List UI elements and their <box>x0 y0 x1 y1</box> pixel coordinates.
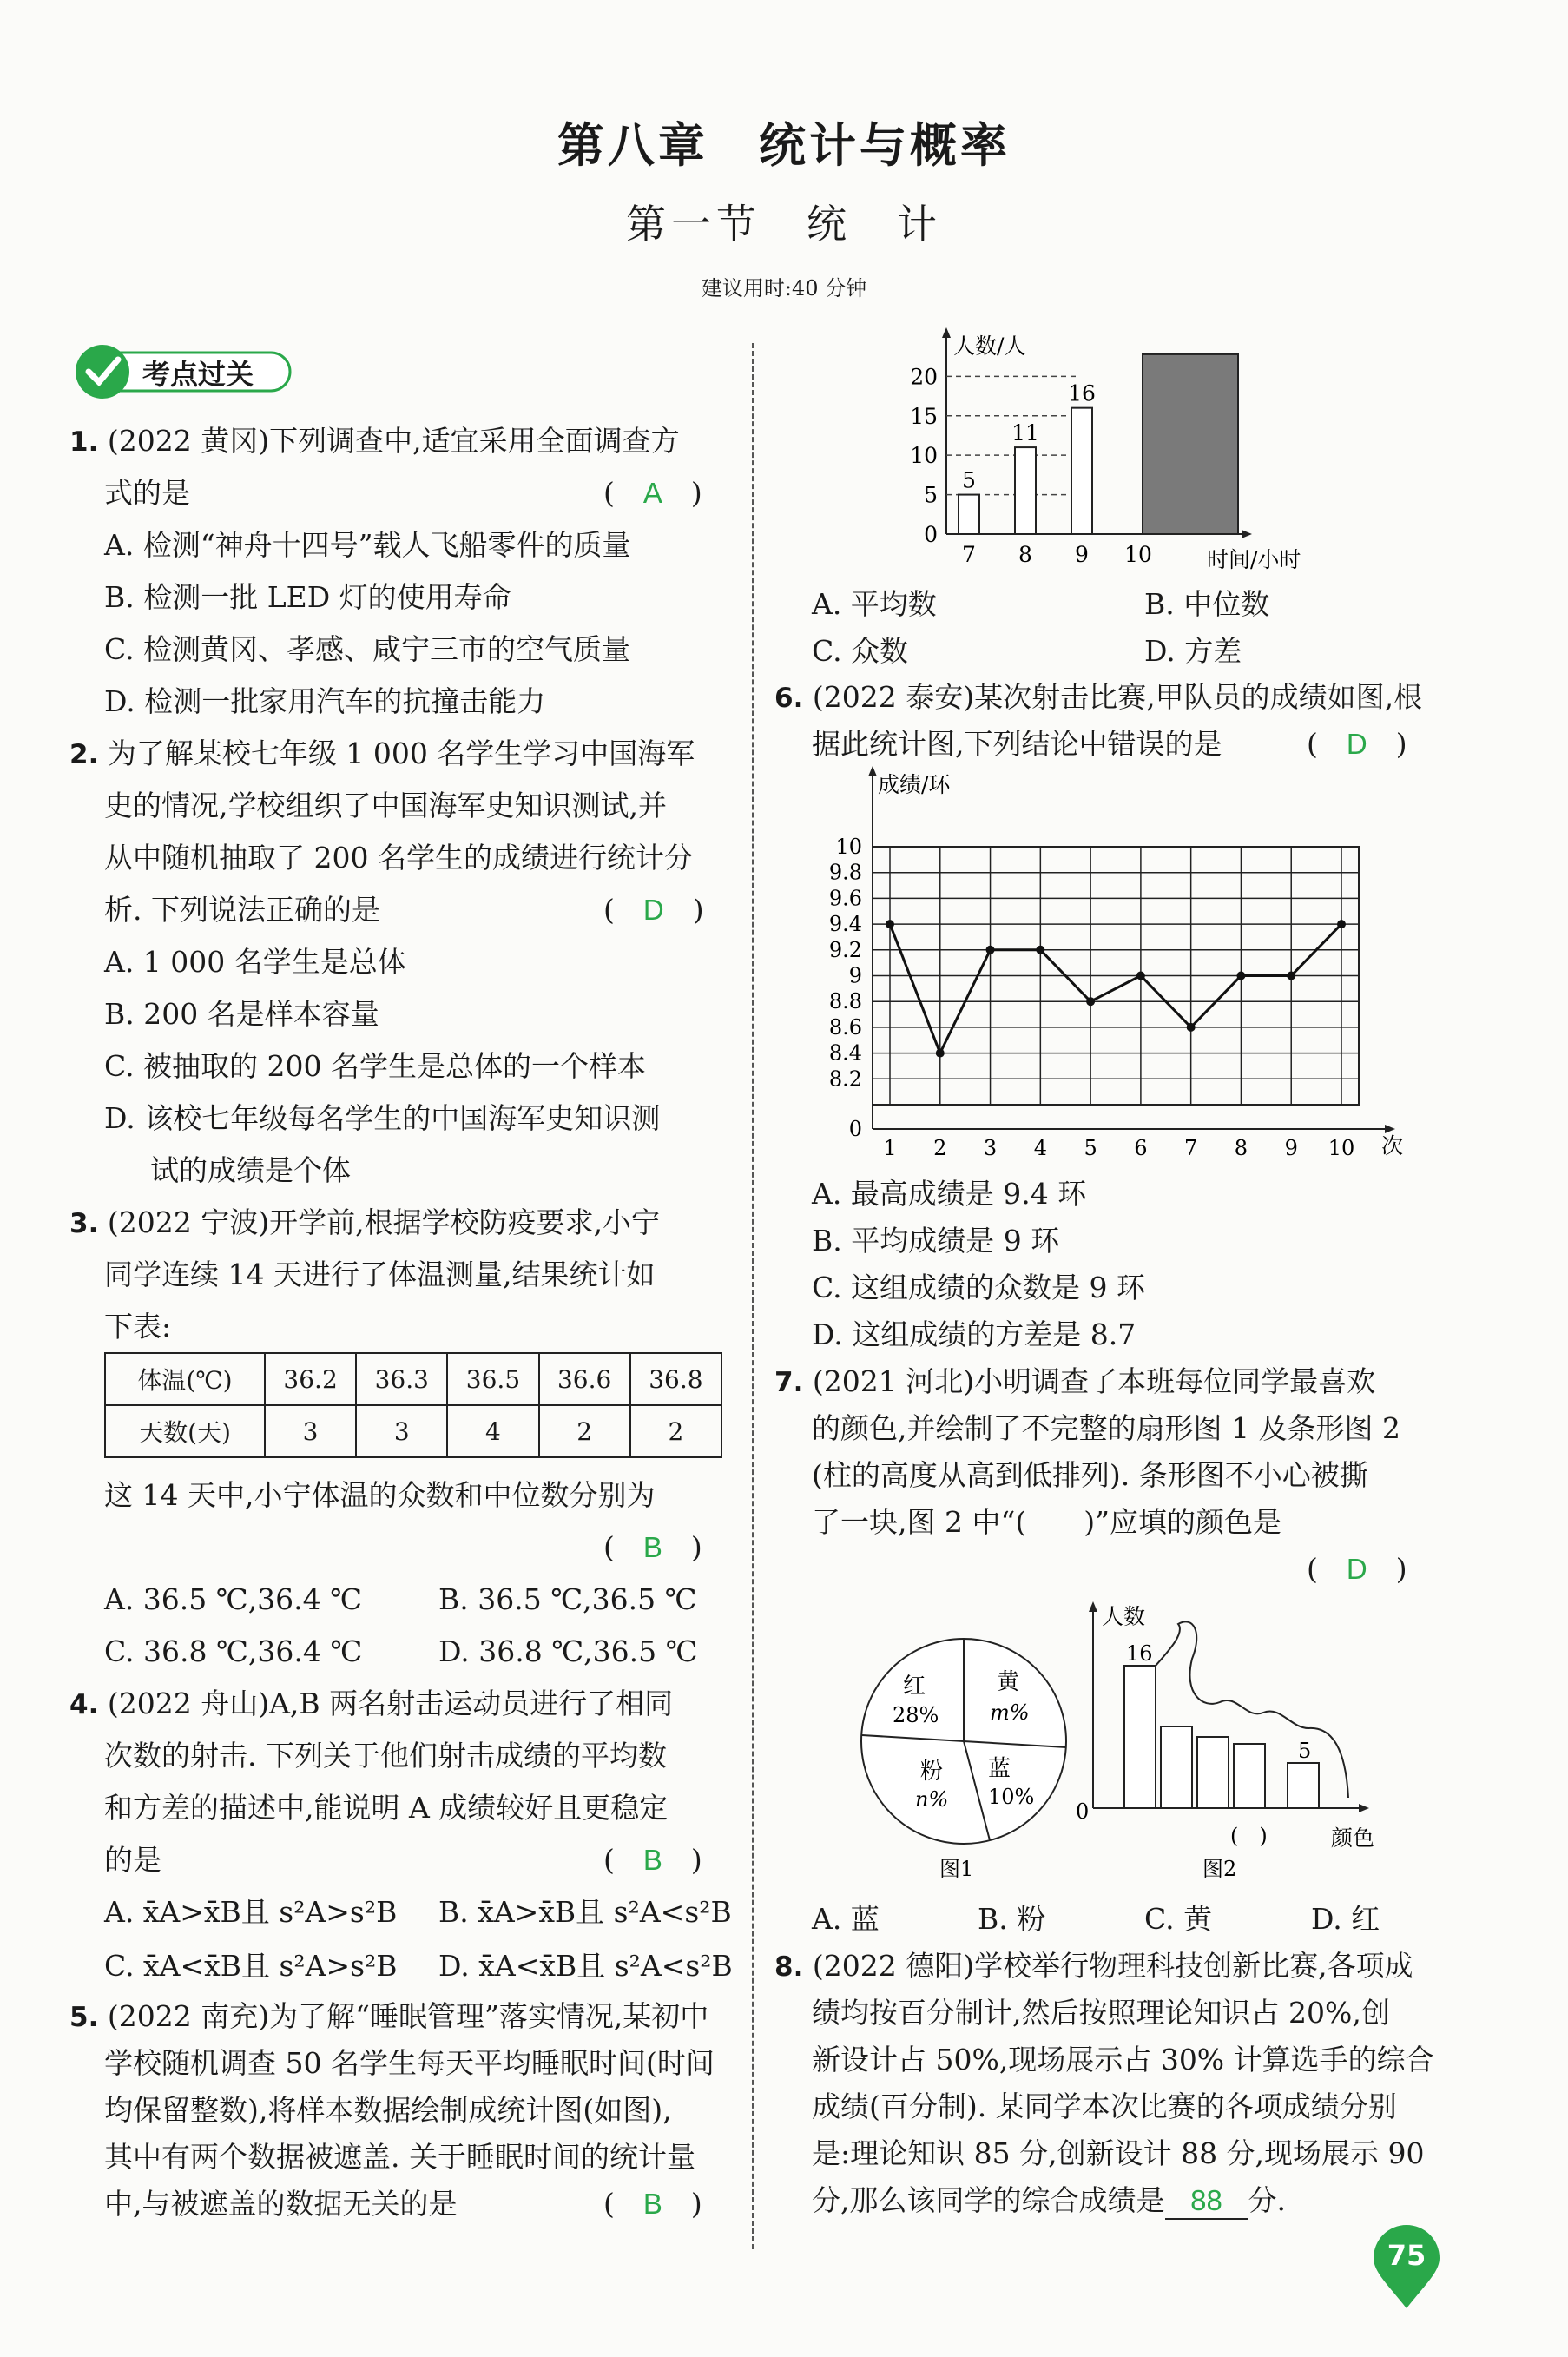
q2-answer: D <box>642 894 664 926</box>
q3-answer: B <box>642 1531 662 1563</box>
q5-option-b: B. 中位数 <box>1144 587 1270 621</box>
table-row <box>105 1353 721 1405</box>
series-line <box>890 924 1341 1053</box>
bar2-label-top: 16 <box>1126 1641 1153 1666</box>
pie-pct-pink: n% <box>915 1787 949 1812</box>
q1-number: 1. <box>69 426 99 458</box>
table-cell: 36.5 <box>447 1353 538 1405</box>
q4-answer: B <box>642 1844 662 1876</box>
line-xtick-label: 9 <box>1284 1136 1298 1160</box>
line-ytick-label: 0 <box>848 1117 862 1141</box>
q5-stem-line3: 均保留整数),将样本数据绘制成统计图(如图), <box>104 2093 672 2127</box>
line-xtick-label: 5 <box>1084 1136 1097 1160</box>
pie-label-red: 红 <box>903 1674 926 1700</box>
line-xtick-label: 3 <box>983 1136 998 1160</box>
q8-stem-line2: 绩均按百分制计,然后按照理论知识占 20%,创 <box>812 1996 1390 2030</box>
q8-stem-line6-pre: 分,那么该同学的综合成绩是 <box>812 2183 1165 2217</box>
pie-pct-red: 28% <box>893 1703 939 1727</box>
table-cell: 3 <box>265 1405 356 1457</box>
line-ytick-label: 8.8 <box>828 989 862 1014</box>
q5-stem-line4: 其中有两个数据被遮盖. 关于睡眠时间的统计量 <box>104 2140 695 2174</box>
q4-option-c: C. x̄A<x̄B且 s²A>s²B <box>104 1949 398 1983</box>
color-bar-chart <box>1072 1598 1393 1885</box>
q7-option-d: D. 红 <box>1311 1902 1380 1936</box>
pie-label-yellow: 黄 <box>997 1669 1020 1695</box>
q7-stem-line3: (柱的高度从高到低排列). 条形图不小心被撕 <box>812 1458 1368 1492</box>
table-cell: 2 <box>539 1405 630 1457</box>
q3-stem-line3: 下表: <box>104 1310 172 1344</box>
q3-option-d: D. 36.8 ℃,36.5 ℃ <box>438 1634 698 1668</box>
line-ytick-label: 10 <box>835 835 862 859</box>
q2-option-d-cont: 试的成绩是个体 <box>150 1153 351 1187</box>
line-ytick-label: 8.6 <box>828 1014 862 1040</box>
line-xtick-label: 4 <box>1033 1136 1047 1160</box>
table-cell: 3 <box>356 1405 447 1457</box>
q6-option-a: A. 最高成绩是 9.4 环 <box>812 1177 1087 1211</box>
line-ytick-label: 8.4 <box>828 1040 862 1066</box>
bar <box>959 495 979 534</box>
q8-number: 8. <box>774 1951 804 1983</box>
badge-label: 考点过关 <box>142 358 254 391</box>
bar2-caption: 图2 <box>1202 1857 1237 1881</box>
q5-option-a: A. 平均数 <box>812 587 937 621</box>
bar2-bar <box>1124 1666 1156 1808</box>
q2-stem-line4: 析. 下列说法正确的是 <box>104 893 380 927</box>
q4-stem-line2: 次数的射击. 下列关于他们射击成绩的平均数 <box>104 1739 667 1773</box>
page-number-badge <box>1370 2223 1443 2310</box>
line-ytick-label: 9.8 <box>828 860 862 885</box>
q1-option-c: C. 检测黄冈、孝感、咸宁三市的空气质量 <box>104 632 631 666</box>
q4-option-b: B. x̄A>x̄B且 s²A<s²B <box>438 1895 732 1929</box>
table-header-cell: 体温(℃) <box>105 1353 265 1405</box>
q2-stem-line1: 为了解某校七年级 1 000 名学生学习中国海军 <box>107 736 695 770</box>
q8-stem <box>774 1940 1413 1993</box>
q7-answer-bracket: ( D ) <box>1307 1552 1407 1586</box>
table-cell: 36.6 <box>539 1353 630 1405</box>
line-ytick-label: 9.4 <box>828 912 862 937</box>
bar-ytick-label: 20 <box>910 364 938 390</box>
table-header-cell: 天数(天) <box>105 1405 265 1457</box>
q2-option-d: D. 该校七年级每名学生的中国海军史知识测 <box>104 1101 661 1135</box>
q6-answer: D <box>1346 728 1367 760</box>
q3-answer-bracket: ( B ) <box>603 1530 702 1564</box>
q8-stem-line6-post: 分. <box>1248 2183 1286 2217</box>
data-point <box>1187 1023 1196 1032</box>
q2-option-a: A. 1 000 名学生是总体 <box>104 945 406 979</box>
bar2-ylabel: 人数 <box>1102 1604 1146 1629</box>
q8-stem-line1: (2022 德阳)学校举行物理科技创新比赛,各项成 <box>812 1949 1413 1983</box>
bar-xlabel: 时间/小时 <box>1207 547 1301 572</box>
q6-stem-line1: (2022 泰安)某次射击比赛,甲队员的成绩如图,根 <box>812 680 1423 714</box>
line-ylabel: 成绩/环 <box>878 772 951 797</box>
chapter-title: 第八章 统计与概率 <box>557 117 1011 173</box>
q4-option-d: D. x̄A<x̄B且 s²A<s²B <box>438 1949 733 1983</box>
q1-answer-bracket: ( A ) <box>603 476 702 510</box>
q4-stem <box>69 1678 673 1731</box>
table-cell: 36.8 <box>630 1353 721 1405</box>
q8-stem-line5: 是:理论知识 85 分,创新设计 88 分,现场展示 90 <box>812 2136 1425 2170</box>
bar-xtick-label: 7 <box>962 542 976 567</box>
q7-stem <box>774 1356 1375 1409</box>
q3-number: 3. <box>69 1208 99 1239</box>
bar-ytick-label: 5 <box>924 482 938 508</box>
q5-answer-bracket: ( B ) <box>603 2187 702 2221</box>
q3-option-c: C. 36.8 ℃,36.4 ℃ <box>104 1634 363 1668</box>
pie-label-pink: 粉 <box>920 1759 944 1785</box>
line-ytick-label: 9.6 <box>828 886 862 911</box>
bar-xtick-label: 9 <box>1075 542 1089 567</box>
temperature-table <box>104 1352 722 1458</box>
data-point <box>1337 920 1346 928</box>
column-divider <box>752 343 754 2249</box>
bar2-bar <box>1161 1726 1192 1808</box>
q7-option-b: B. 粉 <box>978 1902 1046 1936</box>
bar-value-label: 5 <box>962 467 976 493</box>
bar-value-label: 11 <box>1011 420 1039 446</box>
bar-ytick-label: 10 <box>910 443 938 469</box>
q3-option-a: A. 36.5 ℃,36.4 ℃ <box>104 1582 363 1616</box>
q3-stem <box>69 1197 660 1250</box>
data-point <box>1287 972 1295 980</box>
q2-stem-line3: 从中随机抽取了 200 名学生的成绩进行统计分 <box>104 841 693 875</box>
q1-stem-line2: 式的是 <box>104 476 190 510</box>
line-xtick-label: 6 <box>1134 1136 1148 1160</box>
data-point <box>936 1049 945 1058</box>
color-pie-chart <box>851 1633 1077 1885</box>
table-cell: 36.2 <box>265 1353 356 1405</box>
bar2-blank: ( ) <box>1230 1824 1268 1848</box>
bar2-label-last: 5 <box>1298 1739 1312 1763</box>
page-number: 75 <box>1387 2239 1426 2272</box>
q6-stem <box>774 671 1422 724</box>
q2-option-c: C. 被抽取的 200 名学生是总体的一个样本 <box>104 1049 647 1083</box>
bar2-origin: 0 <box>1076 1799 1090 1824</box>
bar2-bar <box>1288 1763 1319 1808</box>
q7-answer: D <box>1346 1553 1367 1585</box>
q4-stem-line1: (2022 舟山)A,B 两名射击运动员进行了相同 <box>107 1687 674 1720</box>
bar-ytick-label: 15 <box>910 403 938 429</box>
q7-stem-line1: (2021 河北)小明调查了本班每位同学最喜欢 <box>812 1364 1376 1398</box>
line-ytick-label: 9 <box>848 963 862 988</box>
q2-stem-line2: 史的情况,学校组织了中国海军史知识测试,并 <box>104 789 667 822</box>
data-point <box>1036 946 1044 954</box>
line-xtick-label: 10 <box>1328 1136 1355 1160</box>
table-cell: 2 <box>630 1405 721 1457</box>
section-badge <box>71 342 297 399</box>
q6-answer-bracket: ( D ) <box>1307 727 1407 761</box>
bar <box>1015 447 1036 534</box>
q5-stem-line5: 中,与被遮盖的数据无关的是 <box>104 2187 458 2221</box>
q4-stem-line3: 和方差的描述中,能说明 A 成绩较好且更稳定 <box>104 1791 669 1825</box>
section-title: 第一节 统 计 <box>626 201 942 248</box>
q1-option-d: D. 检测一批家用汽车的抗撞击能力 <box>104 684 546 718</box>
q2-answer-bracket: ( D ) <box>603 893 704 927</box>
q7-option-c: C. 黄 <box>1144 1902 1213 1936</box>
line-xtick-label: 8 <box>1234 1136 1248 1160</box>
line-xtick-label: 2 <box>933 1136 947 1160</box>
bar-xtick-label: 8 <box>1018 542 1032 567</box>
q6-number: 6. <box>774 683 804 714</box>
q5-stem-line1: (2022 南充)为了解“睡眠管理”落实情况,某初中 <box>107 1999 709 2033</box>
q1-stem <box>69 415 680 468</box>
q8-stem-line6 <box>812 2175 1286 2227</box>
bar2-xlabel: 颜色 <box>1331 1826 1375 1851</box>
q5-number: 5. <box>69 2002 99 2033</box>
q6-option-d: D. 这组成绩的方差是 8.7 <box>812 1317 1136 1351</box>
q4-answer-bracket: ( B ) <box>603 1843 702 1877</box>
data-point <box>1136 972 1145 980</box>
pie-caption: 图1 <box>939 1857 974 1881</box>
bar2-bar <box>1197 1737 1229 1808</box>
pie-pct-yellow: m% <box>990 1700 1030 1725</box>
line-xtick-label: 1 <box>883 1136 897 1160</box>
q6-stem-line2: 据此统计图,下列结论中错误的是 <box>812 727 1222 761</box>
q7-number: 7. <box>774 1367 804 1398</box>
q3-stem-line1: (2022 宁波)开学前,根据学校防疫要求,小宁 <box>107 1205 661 1239</box>
q6-option-b: B. 平均成绩是 9 环 <box>812 1224 1060 1258</box>
bar2-bar <box>1234 1744 1265 1808</box>
bar <box>1071 408 1092 534</box>
pie-label-blue: 蓝 <box>988 1756 1011 1782</box>
q1-option-b: B. 检测一批 LED 灯的使用寿命 <box>104 580 511 614</box>
time-hint: 建议用时:40 分钟 <box>701 276 867 300</box>
q4-option-a: A. x̄A>x̄B且 s²A>s²B <box>104 1895 398 1929</box>
q8-stem-line3: 新设计占 50%,现场展示占 30% 计算选手的综合 <box>812 2043 1434 2076</box>
table-cell: 36.3 <box>356 1353 447 1405</box>
bar-ytick-label: 0 <box>924 522 938 547</box>
covered-bar <box>1143 354 1238 534</box>
q2-option-b: B. 200 名是样本容量 <box>104 997 379 1031</box>
pie-pct-blue: 10% <box>988 1785 1035 1809</box>
bar-value-label: 16 <box>1068 380 1096 406</box>
line-ytick-label: 9.2 <box>828 937 862 962</box>
q2-stem <box>69 728 695 781</box>
score-line-chart <box>812 764 1420 1164</box>
data-point <box>986 946 995 954</box>
sleep-bar-chart <box>894 326 1346 578</box>
q6-option-c: C. 这组成绩的众数是 9 环 <box>812 1271 1146 1304</box>
table-cell: 4 <box>447 1405 538 1457</box>
data-point <box>1086 997 1095 1006</box>
q5-option-d: D. 方差 <box>1144 634 1242 668</box>
q2-number: 2. <box>69 739 99 770</box>
line-xlabel: 次 <box>1381 1133 1404 1159</box>
q5-option-c: C. 众数 <box>812 634 909 668</box>
q1-stem-line1: (2022 黄冈)下列调查中,适宜采用全面调查方 <box>107 424 680 458</box>
table-row <box>105 1405 721 1457</box>
q5-stem <box>69 1991 708 2043</box>
q7-option-a: A. 蓝 <box>812 1902 880 1936</box>
q1-option-a: A. 检测“神舟十四号”载人飞船零件的质量 <box>104 528 631 562</box>
q3-stem-line2: 同学连续 14 天进行了体温测量,结果统计如 <box>104 1258 656 1291</box>
q1-answer: A <box>642 477 662 509</box>
q5-stem-line2: 学校随机调查 50 名学生每天平均睡眠时间(时间 <box>104 2046 715 2080</box>
q8-answer: 88 <box>1165 2183 1248 2220</box>
q3-stem-line4: 这 14 天中,小宁体温的众数和中位数分别为 <box>104 1478 656 1512</box>
line-xtick-label: 7 <box>1184 1136 1198 1160</box>
q4-stem-line4: 的是 <box>104 1843 161 1877</box>
bar-ylabel: 人数/人 <box>953 333 1026 359</box>
q5-answer: B <box>642 2188 662 2220</box>
data-point <box>1236 972 1245 980</box>
q7-stem-line4: 了一块,图 2 中“( )”应填的颜色是 <box>812 1505 1281 1539</box>
q4-number: 4. <box>69 1689 99 1720</box>
data-point <box>886 920 894 928</box>
bar-xtick-label: 10 <box>1124 542 1152 567</box>
line-ytick-label: 8.2 <box>828 1066 862 1092</box>
q7-stem-line2: 的颜色,并绘制了不完整的扇形图 1 及条形图 2 <box>812 1411 1400 1445</box>
q3-option-b: B. 36.5 ℃,36.5 ℃ <box>438 1582 697 1616</box>
q8-stem-line4: 成绩(百分制). 某同学本次比赛的各项成绩分别 <box>812 2090 1397 2123</box>
